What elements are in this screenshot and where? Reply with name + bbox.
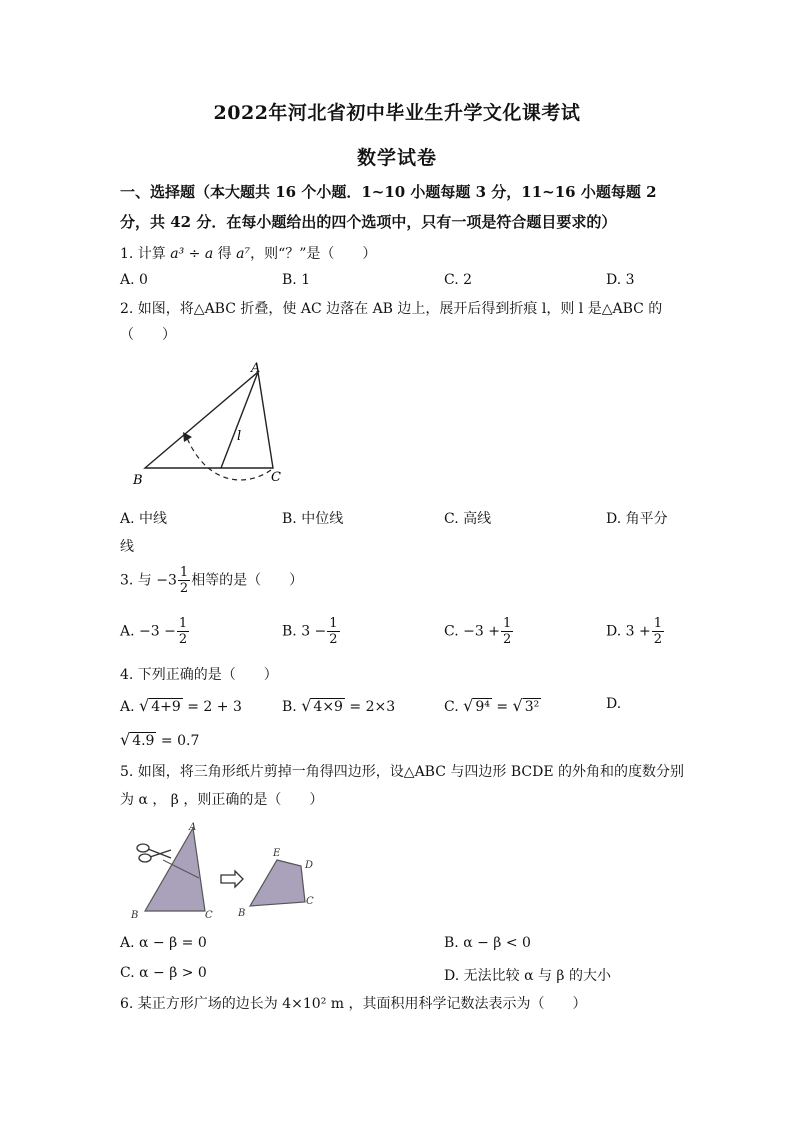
q4-b-label: B.: [282, 699, 297, 715]
q4-b-radicand: 4×9: [313, 699, 343, 715]
q4-c-radicand-1: 9⁴: [475, 699, 490, 715]
frac-num: 1: [178, 616, 188, 631]
q3-pre: 3. 与: [120, 572, 152, 589]
q4-option-a[interactable]: [120, 696, 242, 715]
q4-option-d-expr: [120, 730, 199, 749]
q3-option-c-text: C. −3 +: [444, 623, 500, 640]
exam-subtitle: 数学试卷: [356, 147, 437, 169]
q4-d-radicand: 4.9: [132, 733, 155, 749]
q4-a-rhs: = 2 + 3: [187, 699, 242, 715]
frac-den: 2: [178, 632, 188, 647]
q3-post: 相等的是（ ）: [191, 572, 304, 589]
label-b: B: [133, 473, 143, 488]
q1-option-c[interactable]: C. 2: [444, 272, 473, 288]
frac-num: 1: [653, 616, 662, 631]
q2-triangle-figure: [125, 360, 295, 490]
q4-b-rhs: = 2×3: [349, 699, 396, 715]
frac-den: 2: [653, 632, 662, 647]
q1-expr: a³ ÷ a: [170, 246, 214, 262]
q1-option-a[interactable]: A. 0: [120, 272, 148, 288]
q2-option-d[interactable]: D. 角平分: [606, 511, 668, 527]
q3-option-a-text: A. −3 −: [120, 623, 176, 640]
label-c: C: [271, 470, 281, 485]
q1-result: a⁷: [236, 246, 251, 262]
frac-num: 1: [329, 616, 338, 631]
label-l: l: [237, 429, 242, 444]
question-3-stem: [120, 566, 303, 595]
q1-option-b[interactable]: B. 1: [282, 272, 311, 288]
question-6-stem: 6. 某正方形广场的边长为 4×10² m ，其面积用科学记数法表示为（ ）: [120, 996, 587, 1012]
q5-option-b[interactable]: B. α − β < 0: [444, 935, 531, 951]
sqrt-icon: √: [301, 696, 312, 715]
label-d: D: [305, 860, 314, 871]
triangle-abc: [145, 372, 273, 468]
sqrt-icon: √: [139, 696, 150, 715]
q1-option-d[interactable]: D. 3: [606, 272, 635, 288]
q4-d-rhs: = 0.7: [160, 733, 200, 749]
q3-num: 1: [179, 565, 189, 580]
q3-option-c[interactable]: [444, 617, 514, 646]
question-1-stem: [120, 243, 376, 263]
question-2-stem: 2. 如图，将△ABC 折叠，使 AC 边落在 AB 边上，展开后得到折痕 l，则 l 是△ABC 的: [120, 301, 663, 317]
frac-num: 1: [502, 616, 512, 631]
q3-den: 2: [179, 581, 189, 596]
section-heading-line1: 一、选择题（本大题共 16 个小题．1~10 小题每题 3 分，11~16 小题每题 2: [120, 183, 657, 201]
q3-option-b-fraction: [327, 617, 339, 646]
scissors-icon: [137, 844, 171, 862]
q5-option-c[interactable]: C. α − β > 0: [120, 965, 207, 981]
fold-crease-l: [221, 372, 258, 468]
q4-option-b[interactable]: [282, 696, 395, 715]
frac-den: 2: [329, 632, 338, 647]
label-c: C: [205, 910, 213, 921]
q3-option-a-fraction: [177, 617, 189, 646]
quadrilateral-bcde: [250, 860, 305, 906]
question-4-stem: 4. 下列正确的是（ ）: [120, 667, 278, 683]
label-c2: C: [306, 896, 314, 907]
question-5-stem: 5. 如图，将三角形纸片剪掉一角得四边形，设△ABC 与四边形 BCDE 的外角和的度数分别: [120, 764, 684, 780]
frac-den: 2: [502, 632, 512, 647]
label-b2: B: [238, 908, 246, 919]
q3-option-b[interactable]: [282, 617, 341, 646]
arrow-right-icon: [221, 871, 243, 887]
label-e: E: [273, 848, 281, 859]
q4-a-label: A.: [120, 699, 135, 715]
q1-post: ，则“？”是（ ）: [250, 246, 377, 262]
label-a: A: [251, 361, 261, 376]
sqrt-icon: √: [512, 696, 523, 715]
q4-c-radicand-2: 3²: [524, 699, 540, 715]
q2-option-d-wrap: 线: [120, 539, 134, 555]
q3-option-d-fraction: [652, 617, 664, 646]
q4-option-d[interactable]: D.: [606, 696, 622, 712]
question-5-stem-cont: 为 α ， β ，则正确的是（ ）: [120, 792, 324, 808]
q4-option-c[interactable]: [444, 696, 541, 715]
q3-option-d[interactable]: [606, 617, 665, 646]
q2-option-a[interactable]: A. 中线: [120, 511, 168, 527]
q5-option-a[interactable]: A. α − β = 0: [120, 935, 207, 951]
q3-option-c-fraction: [501, 617, 513, 646]
q4-a-radicand: 4+9: [151, 699, 181, 715]
exam-title: 2022年河北省初中毕业生升学文化课考试: [213, 102, 581, 124]
q5-cut-figure: [125, 818, 335, 923]
q3-whole: −3: [156, 572, 177, 589]
q5-option-d[interactable]: D. 无法比较 α 与 β 的大小: [444, 968, 611, 984]
q4-c-label: C.: [444, 699, 459, 715]
q2-option-c[interactable]: C. 高线: [444, 511, 492, 527]
q3-option-d-text: D. 3 +: [606, 623, 651, 640]
sqrt-icon: √: [120, 730, 131, 749]
question-2-stem-cont: （ ）: [120, 327, 176, 343]
sqrt-icon: √: [463, 696, 474, 715]
q3-fraction: [178, 566, 190, 595]
label-b: B: [131, 910, 139, 921]
q1-mid: 得: [217, 246, 232, 262]
label-a: A: [189, 822, 197, 833]
triangle-paper: [145, 828, 205, 911]
section-heading-line2: 分，共 42 分．在每小题给出的四个选项中，只有一项是符合题目要求的）: [120, 213, 617, 231]
q1-pre: 1. 计算: [120, 246, 166, 262]
q4-c-eq: =: [496, 699, 509, 715]
q3-option-b-text: B. 3 −: [282, 623, 327, 640]
q2-option-b[interactable]: B. 中位线: [282, 511, 344, 527]
q3-option-a[interactable]: [120, 617, 190, 646]
fold-arrow-arc: [187, 438, 271, 480]
